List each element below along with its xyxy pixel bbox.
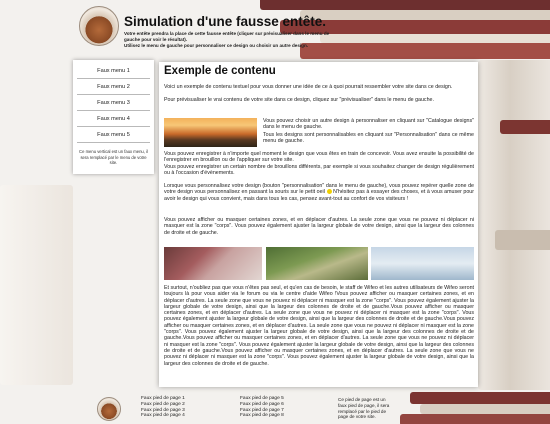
footer-column-1 <box>141 396 185 419</box>
footer-link[interactable]: Faux pied de page 2 <box>141 401 185 407</box>
site-logo <box>79 6 119 46</box>
paragraph-intro: Voici un exemple de contenu textuel pour vous donner une idée de ce à quoi pourrait ressembler votre site dans ce design. <box>164 84 453 90</box>
footer-link[interactable]: Faux pied de page 4 <box>141 413 185 419</box>
menu-item-4[interactable]: Faux menu 4 <box>77 112 150 127</box>
vertical-menu <box>73 60 154 174</box>
subtitle-line-1: Votre entête prendra la place de cette fausse entête (cliquer sur prévisualiser dans le menu de gauche pour voir le résultat). <box>124 31 330 42</box>
footer-note: Ce pied de page est un faux pied de page, il sera remplacé par le pied de page de votre site. <box>338 397 390 420</box>
footer-link[interactable]: Faux pied de page 1 <box>141 396 185 401</box>
paragraph-eye <box>164 183 474 202</box>
paragraph-eye-part2: N'hésitez pas à essayer des choses, et à vous amuser pour avoir le design qui vous convient, mais dans tous les cas, pensez avant-tout au confort de vos visiteurs ! <box>164 189 474 202</box>
subtitle-line-2: Utilisez le menu de gauche pour personnaliser ce design ou choisir un autre design. <box>124 43 309 48</box>
footer-link[interactable]: Faux pied de page 6 <box>240 401 284 407</box>
menu-item-5[interactable]: Faux menu 5 <box>77 128 150 143</box>
paragraph-eye-part1: Lorsque vous personnalisez votre design (bouton "personnalisation" dans le menu de gauche), vous pouvez repérer quelle zone de votre design vous personnalisez en passant la souris sur le petit oeil <box>164 183 474 196</box>
photo-3 <box>371 247 474 280</box>
site-title: Simulation d'une fausse entête. <box>124 14 326 29</box>
site-subtitle <box>124 31 339 49</box>
paragraph-catalogue: Vous pouvez choisir un autre design à personnaliser en cliquant sur "Catalogue designs" dans le menu de gauche. <box>263 118 474 131</box>
paragraph-personalisation: Tous les designs sont personnalisables en cliquant sur "Personnalisation" dans ce même menu de gauche. <box>263 132 474 145</box>
footer-link[interactable]: Faux pied de page 8 <box>240 413 284 419</box>
paragraph-save: Vous pouvez enregistrer à n'importe quel moment le design que vous êtes en train de concevoir. Vous avez ensuite la possibilité de l'enregistrer en brouillon ou de l'appliquer sur votre site. <box>164 151 474 164</box>
eye-icon <box>327 189 332 194</box>
photo-1 <box>164 247 262 280</box>
footer-logo <box>97 397 121 421</box>
footer-link[interactable]: Faux pied de page 5 <box>240 396 284 401</box>
photo-2 <box>266 247 368 280</box>
paragraph-help: Et surtout, n'oubliez pas que vous n'êtes pas seul, et qu'en cas de besoin, le staff de Wifeo et les autres utilisateurs de Wifeo seront toujours là pour vous aider via le forum ou via le centre d'aide Wifeo !Vous pouvez afficher ou masquer certaines zones, et en déplacer d'autres. La seule zone que vous ne pouvez ni déplacer ni masquer est la zone "corps". Vous pouvez également ajuster la largeur globale de votre design, ainsi que la largeur des colonnes de droite et de gauche.Vous pouvez afficher ou masquer certaines zones, et en déplacer d'autres. La seule zone que vous ne pouvez ni déplacer ni masquer est la zone "corps". Vous pouvez également ajuster la largeur globale de votre design, ainsi que la largeur des colonnes de droite et de gauche.Vous pouvez afficher ou masquer certaines zones, et en déplacer d'autres. La seule zone que vous ne pouvez ni déplacer ni masquer est la zone "corps". Vous pouvez également ajuster la largeur globale de votre design, ainsi que la largeur des colonnes de droite et de gauche.Vous pouvez afficher ou masquer certaines zones, et en déplacer d'autres. La seule zone que vous ne pouvez ni déplacer ni masquer est la zone "corps". Vous pouvez également ajuster la largeur globale de votre design, ainsi que la largeur des colonnes de droite et de gauche.Vous pouvez afficher ou masquer certaines zones, et en déplacer d'autres. La seule zone que vous ne pouvez ni déplacer ni masquer est la zone "corps". Vous pouvez également ajuster la largeur globale de votre design, ainsi que la largeur des colonnes de droite et de gauche. <box>164 285 474 367</box>
content-title: Exemple de contenu <box>164 65 276 77</box>
paragraph-drafts: Vous pouvez enregistrer un certain nombre de brouillons différents, par exemple si vous souhaitez changer de design régulièrement ou à l'occasion d'évènements. <box>164 164 474 177</box>
footer-column-2 <box>240 396 284 419</box>
footer-link[interactable]: Faux pied de page 7 <box>240 407 284 413</box>
menu-note: Ce menu vertical est un faux menu, il sera remplacé par le menu de votre site. <box>79 149 148 165</box>
menu-item-2[interactable]: Faux menu 2 <box>77 80 150 95</box>
paragraph-preview: Pour prévisualiser le vrai contenu de votre site dans ce design, cliquez sur "prévisualiser" dans le menu de gauche. <box>164 97 434 103</box>
landscape-image <box>164 118 257 147</box>
paragraph-zones: Vous pouvez afficher ou masquer certaines zones, et en déplacer d'autres. La seule zone que vous ne pouvez ni déplacer ni masquer est la zone "corps". Vous pouvez également ajuster la largeur globale de votre design, ainsi que la largeur des colonnes de droite et de gauche. <box>164 217 474 236</box>
main-content <box>159 62 478 387</box>
menu-item-3[interactable]: Faux menu 3 <box>77 96 150 111</box>
footer-link[interactable]: Faux pied de page 3 <box>141 407 185 413</box>
menu-item-1[interactable]: Faux menu 1 <box>77 64 150 79</box>
